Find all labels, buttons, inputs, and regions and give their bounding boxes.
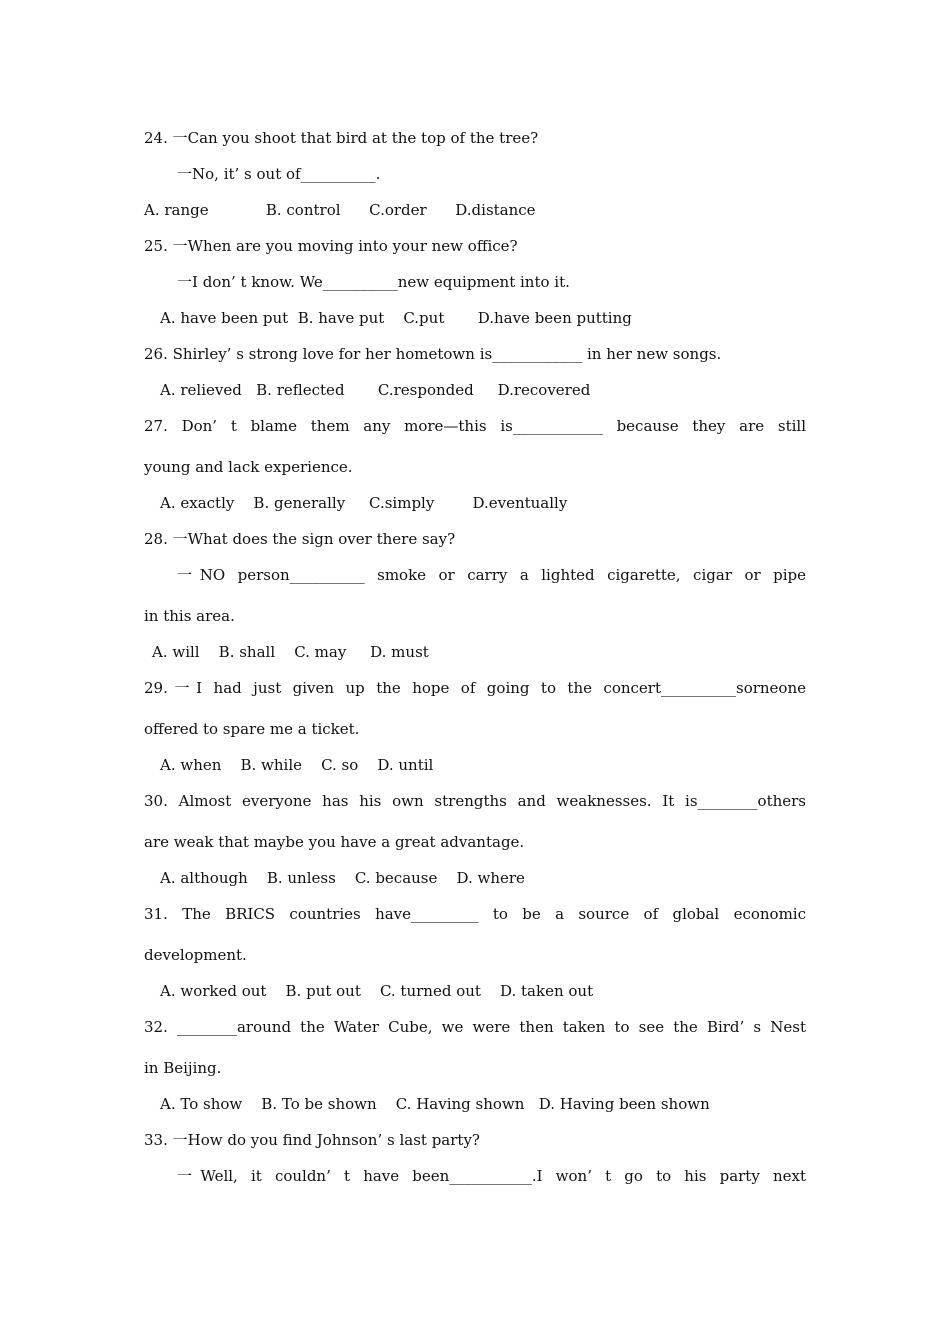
question-24-stem: 24. 一Can you shoot that bird at the top of the tree? bbox=[144, 129, 539, 147]
question-24-options: A. range B. control C.order D.distance bbox=[144, 201, 536, 219]
question-25-stem: 25. 一When are you moving into your new office? bbox=[144, 237, 518, 255]
question-25-options: A. have been put B. have put C.put D.have been putting bbox=[160, 309, 632, 327]
question-33-stem: 33. 一How do you find Johnson’ s last party? bbox=[144, 1131, 480, 1149]
question-28-options: A. will B. shall C. may D. must bbox=[152, 643, 429, 661]
question-33-reply: 一Well, it couldn’ t have been___________.I won’ t go to his party next bbox=[177, 1167, 806, 1185]
question-26-options: A. relieved B. reflected C.responded D.recovered bbox=[160, 381, 591, 399]
question-24-reply: 一No, it’ s out of__________. bbox=[177, 165, 381, 183]
question-28-reply-continued: in this area. bbox=[144, 607, 235, 625]
question-28-reply: 一NO person__________ smoke or carry a lighted cigarette, cigar or pipe bbox=[177, 566, 806, 584]
question-27-stem-continued: young and lack experience. bbox=[144, 458, 353, 476]
question-25-reply: 一I don’ t know. We__________new equipment into it. bbox=[177, 273, 570, 291]
question-32-options: A. To show B. To be shown C. Having shown D. Having been shown bbox=[160, 1095, 710, 1113]
question-27-options: A. exactly B. generally C.simply D.eventually bbox=[160, 494, 568, 512]
question-31-options: A. worked out B. put out C. turned out D. taken out bbox=[160, 982, 594, 1000]
question-28-stem: 28. 一What does the sign over there say? bbox=[144, 530, 456, 548]
question-31-stem-continued: development. bbox=[144, 946, 247, 964]
question-30-options: A. although B. unless C. because D. where bbox=[160, 869, 525, 887]
question-27-stem: 27. Don’ t blame them any more—this is____________ because they are still bbox=[144, 417, 806, 435]
question-31-stem: 31. The BRICS countries have_________ to be a source of global economic bbox=[144, 905, 806, 923]
question-29-stem: 29.一I had just given up the hope of going to the concert__________sorneone bbox=[144, 679, 806, 697]
question-32-stem: 32. ________around the Water Cube, we were then taken to see the Bird’ s Nest bbox=[144, 1018, 806, 1036]
question-30-stem-continued: are weak that maybe you have a great advantage. bbox=[144, 833, 525, 851]
question-29-stem-continued: offered to spare me a ticket. bbox=[144, 720, 360, 738]
question-26-stem: 26. Shirley’ s strong love for her hometown is____________ in her new songs. bbox=[144, 345, 722, 363]
question-30-stem: 30. Almost everyone has his own strengths and weaknesses. It is________others bbox=[144, 792, 806, 810]
question-32-stem-continued: in Beijing. bbox=[144, 1059, 222, 1077]
question-29-options: A. when B. while C. so D. until bbox=[160, 756, 434, 774]
